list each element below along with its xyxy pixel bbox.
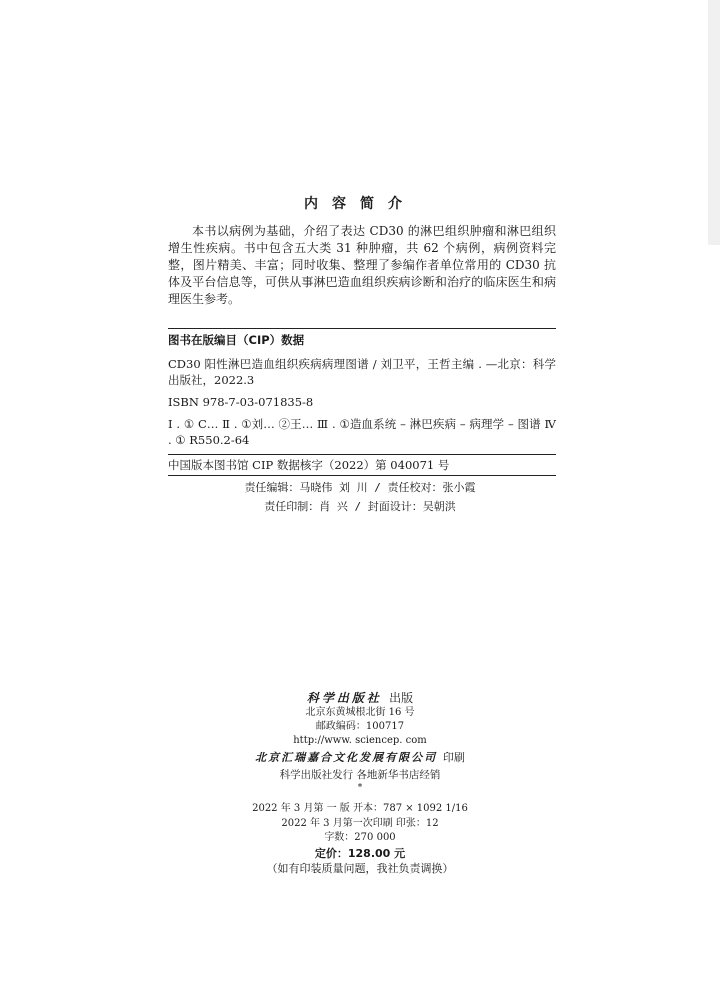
summary-title: 内容简介 [304,196,416,212]
publisher-name: 科学出版社 [306,691,382,705]
editors-line-1: 责任编辑：马晓伟 刘 川 / 责任校对：张小霞 [244,481,476,494]
editors-block [0,478,720,516]
summary-paragraph: 本书以病例为基础，介绍了表达 CD30 的淋巴组织肿瘤和淋巴组织增生性疾病。书中包含五大类 31 种肿瘤，共 62 个病例，病例资料完整，图片精美、丰富；同时收集、整理了参编作者单位常用的 CD30 抗体及平台信息等，可供从事淋巴造血组织疾病诊断和治疗的临床医生和病理医生参考。 [168,224,556,306]
separator-star: * [357,783,363,793]
word-count: 字数：270 000 [324,832,396,843]
printer-name: 北京汇瑞嘉合文化发展有限公司 [255,751,438,764]
price: 定价：128.00 元 [314,847,406,860]
printer-suffix: 印刷 [442,751,465,764]
publisher-address: 北京东黄城根北街 16 号 [305,707,415,718]
cip-data-block [168,328,556,476]
publisher-name-suffix: 出版 [389,691,414,705]
printer-line [0,750,720,766]
publisher-url[interactable]: http://www. sciencep. com [293,735,427,746]
cip-title-line: CD30 阳性淋巴造血组织疾病病理图谱 / 刘卫平，王哲主编 . —北京：科学出版社，2022.3 [168,357,556,387]
cip-classification: Ⅰ . ① C… Ⅱ . ①刘… ②王… Ⅲ . ①造血系统 – 淋巴疾病 – 病理学 – 图谱 Ⅳ . ① R550.2-64 [168,417,556,447]
cip-number: 中国版本图书馆 CIP 数据核字（2022）第 040071 号 [168,458,450,472]
edition-line-2: 2022 年 3 月第一次印刷 印张：12 [281,818,439,829]
cip-heading: 图书在版编目（CIP）数据 [168,333,305,347]
cip-isbn: ISBN 978-7-03-071835-8 [168,395,314,409]
publisher-postcode: 邮政编码：100717 [315,721,405,732]
publisher-name-line [0,690,720,706]
distribution-line: 科学出版社发行 各地新华书店经销 [279,769,441,781]
editors-line-2: 责任印制：肖 兴 / 封面设计：吴朝洪 [264,500,456,513]
publisher-block [0,690,720,876]
edition-line-1: 2022 年 3 月第 一 版 开本：787 × 1092 1/16 [252,803,468,814]
quality-note: （如有印装质量问题，我社负责调换） [266,862,454,875]
